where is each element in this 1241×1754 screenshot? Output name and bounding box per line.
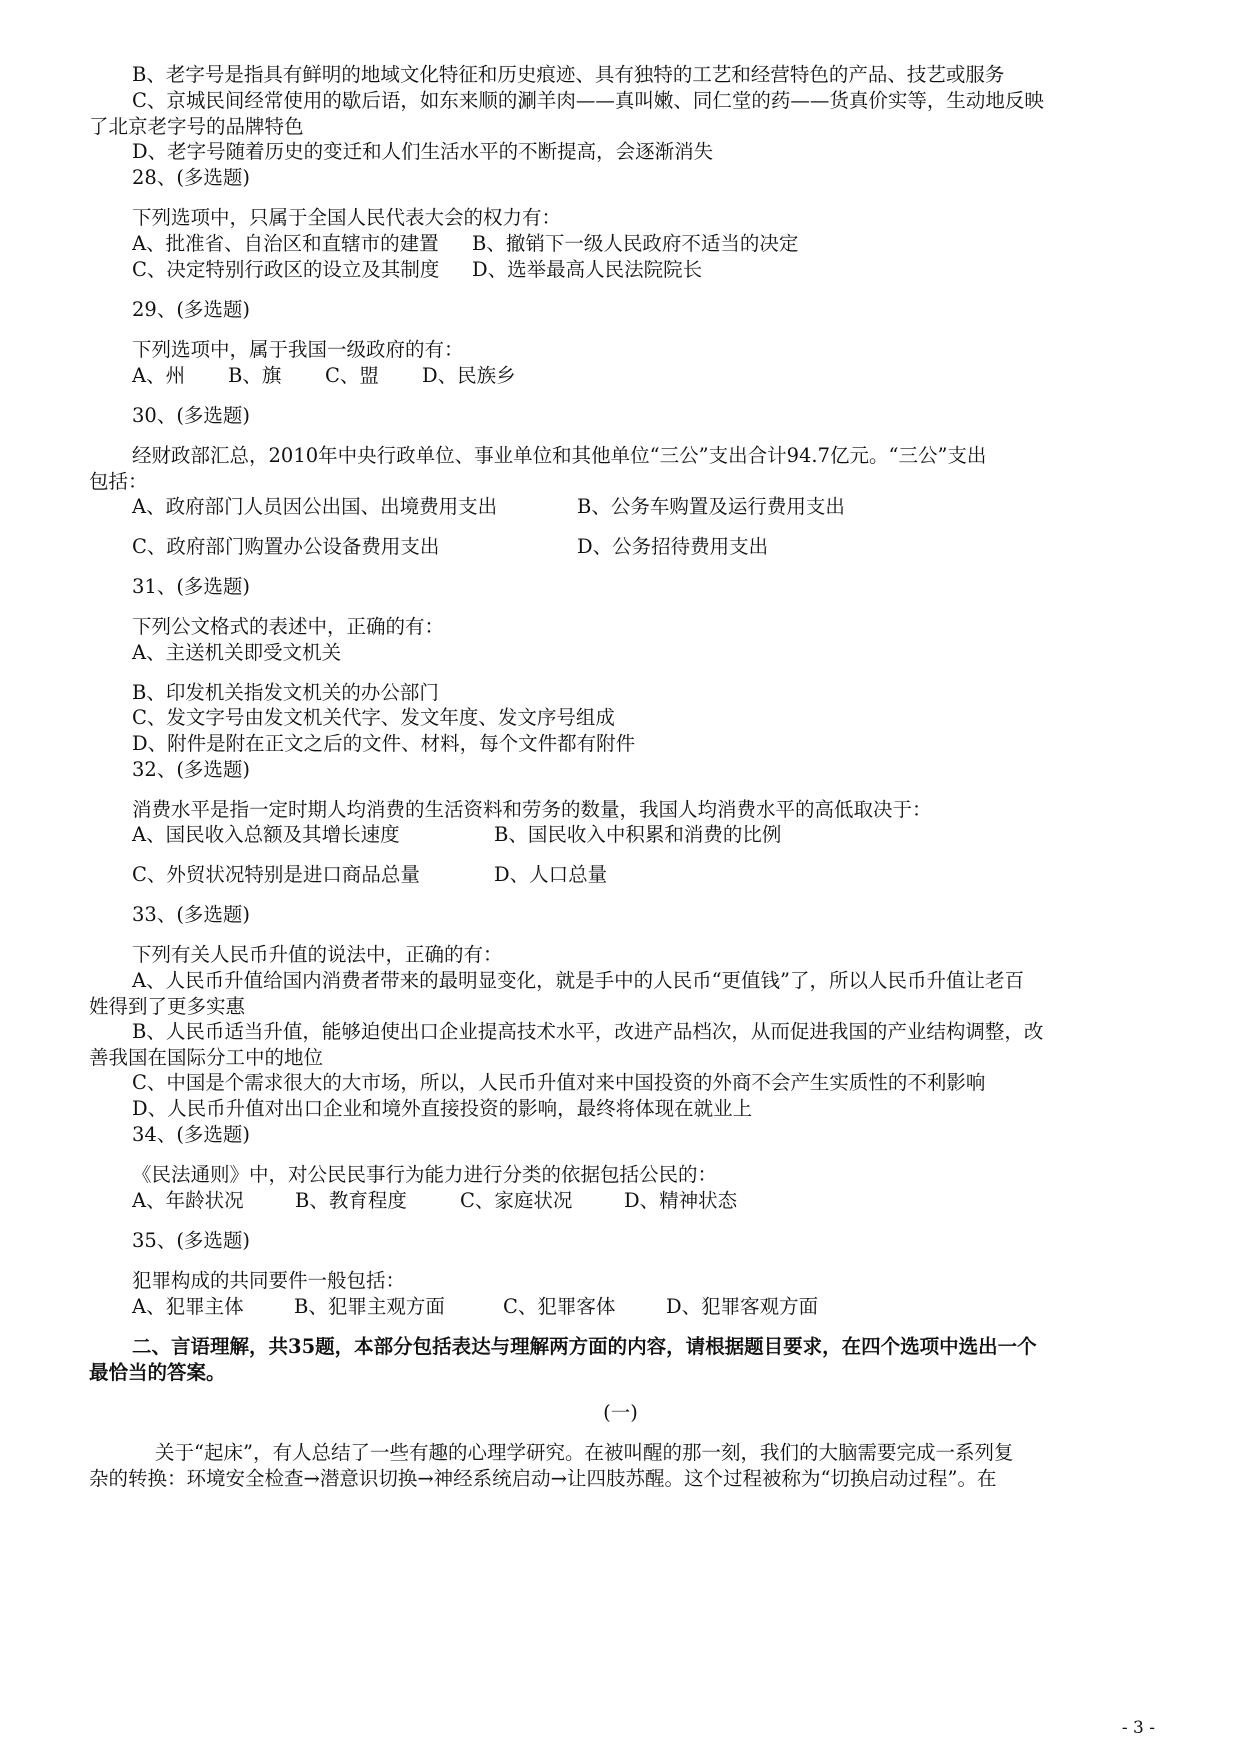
q31-option-a: A、主送机关即受文机关 <box>132 641 342 664</box>
q31-option-b: B、印发机关指发文机关的办公部门 <box>132 681 439 704</box>
section-heading-line1: 二、言语理解，共35题，本部分包括表达与理解两方面的内容，请根据题目要求，在四个选项中选出一个 <box>132 1335 1037 1358</box>
passage-line2: 杂的转换：环境安全检查→潜意识切换→神经系统启动→让四肢苏醒。这个过程被称为“切换启动过程”。在 <box>89 1467 997 1490</box>
q30-option-c: C、政府部门购置办公设备费用支出 <box>132 535 440 558</box>
q34-option-c: C、家庭状况 <box>460 1189 573 1212</box>
q34-option-a: A、年龄状况 <box>132 1189 244 1212</box>
q30-option-a: A、政府部门人员因公出国、出境费用支出 <box>132 495 498 518</box>
q27-option-c-line1: C、京城民间经常使用的歇后语，如东来顺的涮羊肉——真叫嫩、同仁堂的药——货真价实等，生动地反映 <box>132 89 1044 112</box>
q30-option-b: B、公务车购置及运行费用支出 <box>577 495 845 518</box>
q34-header: 34、(多选题) <box>132 1123 251 1146</box>
q35-option-d: D、犯罪客观方面 <box>666 1295 819 1318</box>
q28-option-b: B、撤销下一级人民政府不适当的决定 <box>472 232 799 255</box>
q35-option-a: A、犯罪主体 <box>132 1295 244 1318</box>
q35-option-c: C、犯罪客体 <box>503 1295 616 1318</box>
q32-option-c: C、外贸状况特别是进口商品总量 <box>132 863 420 886</box>
q29-option-c: C、盟 <box>325 364 379 387</box>
q29-header: 29、(多选题) <box>132 298 251 321</box>
q35-header: 35、(多选题) <box>132 1229 251 1252</box>
q30-stem-line1: 经财政部汇总，2010年中央行政单位、事业单位和其他单位“三公”支出合计94.7亿元。“三公”支出 <box>132 444 987 467</box>
q32-option-d: D、人口总量 <box>494 863 608 886</box>
q28-option-c: C、决定特别行政区的设立及其制度 <box>132 258 440 281</box>
q28-option-a: A、批准省、自治区和直辖市的建置 <box>132 232 439 255</box>
q33-option-b-line2: 善我国在国际分工中的地位 <box>89 1046 324 1069</box>
q29-option-d: D、民族乡 <box>422 364 516 387</box>
q31-stem: 下列公文格式的表述中，正确的有： <box>132 615 445 638</box>
part-label: (一) <box>603 1401 638 1424</box>
q29-option-b: B、旗 <box>228 364 282 387</box>
passage-line1: 关于“起床”，有人总结了一些有趣的心理学研究。在被叫醒的那一刻，我们的大脑需要完成一系列复 <box>155 1441 1014 1464</box>
q30-options-row1 <box>132 494 845 520</box>
q29-options <box>132 363 516 389</box>
q31-option-c: C、发文字号由发文机关代字、发文年度、发文序号组成 <box>132 706 615 729</box>
q34-option-d: D、精神状态 <box>624 1189 738 1212</box>
q32-option-a: A、国民收入总额及其增长速度 <box>132 823 400 846</box>
q31-option-d: D、附件是附在正文之后的文件、材料，每个文件都有附件 <box>132 732 636 755</box>
q33-option-c: C、中国是个需求很大的大市场，所以，人民币升值对来中国投资的外商不会产生实质性的不利影响 <box>132 1071 986 1094</box>
q28-options-row2 <box>132 257 702 283</box>
q27-option-c-line2: 了北京老字号的品牌特色 <box>89 115 304 138</box>
q27-option-b: B、老字号是指具有鲜明的地域文化特征和历史痕迹、具有独特的工艺和经营特色的产品、技艺或服务 <box>132 63 1005 86</box>
q33-option-d: D、人民币升值对出口企业和境外直接投资的影响，最终将体现在就业上 <box>132 1097 753 1120</box>
page-number: - 3 - <box>1121 1718 1155 1738</box>
q32-header: 32、(多选题) <box>132 758 251 781</box>
q29-option-a: A、州 <box>132 364 186 387</box>
q32-stem: 消费水平是指一定时期人均消费的生活资料和劳务的数量，我国人均消费水平的高低取决于： <box>132 798 932 821</box>
q32-options-row1 <box>132 822 781 848</box>
q30-stem-line2: 包括： <box>89 470 148 493</box>
q30-options-row2 <box>132 534 768 560</box>
q28-header: 28、(多选题) <box>132 166 251 189</box>
q34-options <box>132 1188 737 1214</box>
q28-options-row1 <box>132 231 798 257</box>
q29-stem: 下列选项中，属于我国一级政府的有： <box>132 338 464 361</box>
q35-stem: 犯罪构成的共同要件一般包括： <box>132 1269 406 1292</box>
q33-stem: 下列有关人民币升值的说法中，正确的有： <box>132 943 503 966</box>
q28-stem: 下列选项中，只属于全国人民代表大会的权力有： <box>132 206 562 229</box>
q33-option-a-line2: 姓得到了更多实惠 <box>89 995 246 1018</box>
q33-option-b-line1: B、人民币适当升值，能够迫使出口企业提高技术水平，改进产品档次，从而促进我国的产业结构调整，改 <box>132 1020 1044 1043</box>
q30-option-d: D、公务招待费用支出 <box>577 535 769 558</box>
q32-option-b: B、国民收入中积累和消费的比例 <box>494 823 782 846</box>
q27-option-d: D、老字号随着历史的变迁和人们生活水平的不断提高，会逐渐消失 <box>132 140 714 163</box>
q34-stem: 《民法通则》中，对公民民事行为能力进行分类的依据包括公民的： <box>132 1163 718 1186</box>
q31-header: 31、(多选题) <box>132 575 251 598</box>
q28-option-d: D、选举最高人民法院院长 <box>472 258 703 281</box>
q35-options <box>132 1294 818 1320</box>
q33-option-a-line1: A、人民币升值给国内消费者带来的最明显变化，就是手中的人民币“更值钱”了，所以人民币升值让老百 <box>132 969 1025 992</box>
q32-options-row2 <box>132 862 607 888</box>
q33-header: 33、(多选题) <box>132 903 251 926</box>
q30-header: 30、(多选题) <box>132 404 251 427</box>
q34-option-b: B、教育程度 <box>295 1189 407 1212</box>
q35-option-b: B、犯罪主观方面 <box>294 1295 445 1318</box>
section-heading-line2: 最恰当的答案。 <box>89 1361 226 1384</box>
